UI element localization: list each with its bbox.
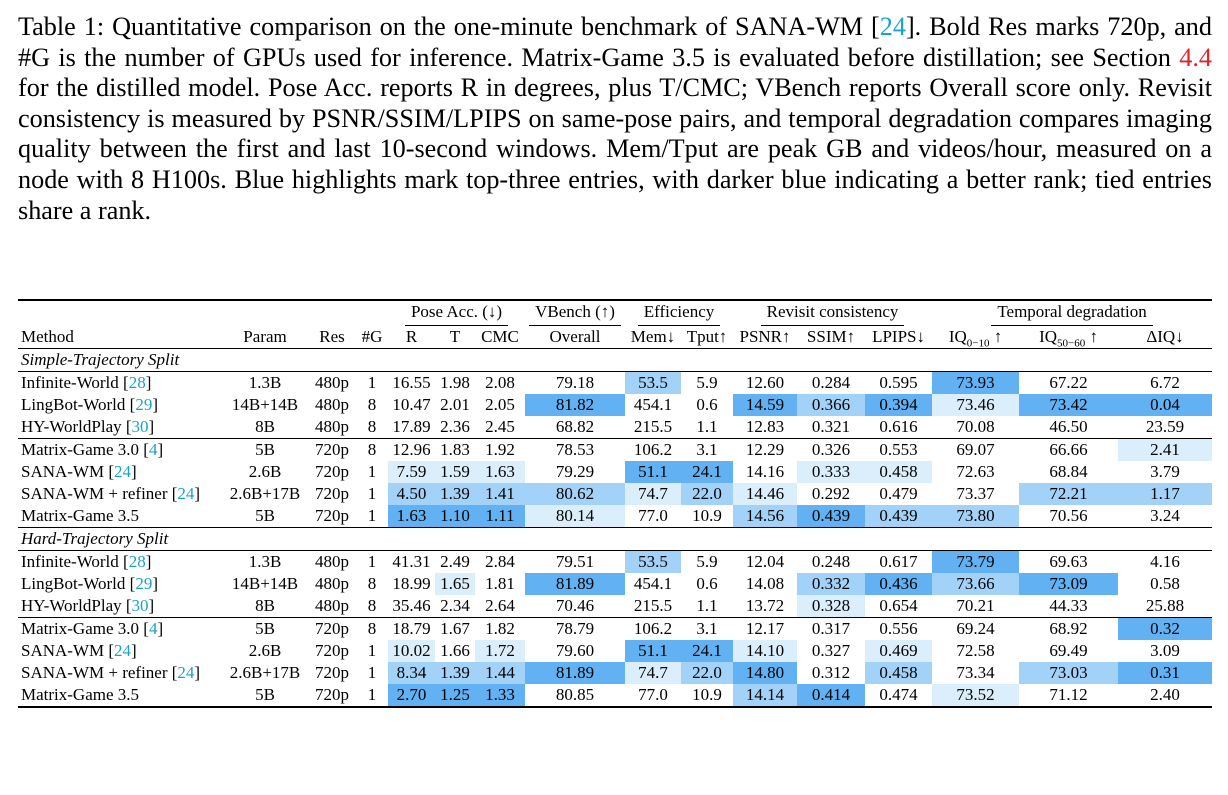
cell-param: 2.6B (248, 462, 282, 481)
cell-gpus: 8 (367, 417, 377, 436)
cell-iq-last: 73.03 (1019, 662, 1118, 684)
table-row (18, 595, 1212, 618)
method-name: LingBot-World [29] (21, 574, 158, 593)
cell-iq-first: 73.52 (932, 684, 1019, 707)
col-tput: Tput↑ (686, 327, 728, 346)
cell-cmc: 2.84 (475, 551, 525, 574)
cell-param: 8B (255, 417, 275, 436)
cell-r: 41.31 (388, 551, 435, 574)
cell-r: 12.96 (388, 439, 435, 462)
citation-link[interactable]: 4 (148, 619, 158, 638)
cell-lpips: 0.479 (879, 484, 918, 503)
table-row (18, 505, 1212, 528)
cell-tput: 0.6 (696, 574, 718, 593)
cell-delta-iq: 3.09 (1150, 641, 1180, 660)
cell-lpips: 0.553 (865, 439, 932, 462)
table-row (18, 394, 1212, 416)
cell-delta-iq: 2.40 (1118, 684, 1212, 707)
col-mem: Mem↓ (630, 327, 676, 346)
cell-tput: 22.0 (681, 483, 733, 505)
cell-iq-last: 46.50 (1049, 417, 1088, 436)
cell-res: 480p (315, 574, 349, 593)
cell-tput: 24.1 (681, 640, 733, 662)
citation-link[interactable]: 24 (879, 12, 906, 41)
cell-overall: 79.18 (525, 372, 625, 395)
cell-delta-iq: 25.88 (1145, 596, 1185, 615)
cell-iq-first: 73.66 (932, 573, 1019, 595)
cell-mem: 74.7 (625, 662, 681, 684)
cell-t: 2.01 (440, 395, 470, 414)
method-name: Matrix-Game 3.5 (21, 506, 140, 525)
cell-iq-first: 73.93 (932, 372, 1019, 395)
method-name: HY-WorldPlay [30] (21, 417, 155, 436)
cell-iq-first: 70.08 (956, 417, 995, 436)
cell-delta-iq: 6.72 (1118, 372, 1212, 395)
col-lpips: LPIPS↓ (872, 327, 925, 346)
cell-iq-first: 69.07 (932, 439, 1019, 462)
cell-param: 14B+14B (231, 395, 299, 414)
cell-iq-last: 68.84 (1049, 462, 1088, 481)
cell-ssim: 0.326 (797, 439, 865, 462)
cell-r: 17.89 (392, 417, 431, 436)
cell-t: 1.66 (440, 641, 470, 660)
table-row (18, 461, 1212, 483)
cell-gpus: 1 (367, 484, 377, 503)
cell-r: 35.46 (392, 596, 431, 615)
cell-res: 480p (308, 551, 356, 574)
citation-link[interactable]: 30 (131, 596, 149, 615)
cell-r: 10.47 (392, 395, 431, 414)
table-row (18, 573, 1212, 595)
cell-psnr: 12.29 (733, 439, 797, 462)
cell-ssim: 0.284 (797, 372, 865, 395)
citation-link[interactable]: 24 (114, 462, 132, 481)
cell-cmc: 1.72 (475, 640, 525, 662)
column-header-row (18, 326, 1212, 349)
cell-psnr: 12.17 (733, 618, 797, 641)
method-name: SANA-WM [24] (21, 641, 137, 660)
cell-r: 8.34 (388, 662, 435, 684)
cell-gpus: 8 (356, 439, 388, 462)
cell-res: 720p (315, 663, 349, 682)
cell-ssim: 0.332 (797, 573, 865, 595)
cell-ssim: 0.321 (811, 417, 851, 436)
cell-res: 480p (315, 417, 349, 436)
cell-r: 2.70 (388, 684, 435, 707)
cell-mem: 106.2 (625, 618, 681, 641)
cell-ssim: 0.312 (811, 663, 851, 682)
cell-overall: 68.82 (555, 417, 595, 436)
table-row (18, 662, 1212, 684)
cell-delta-iq: 3.79 (1150, 462, 1180, 481)
cell-res: 720p (308, 439, 356, 462)
cell-iq-first: 73.34 (956, 663, 995, 682)
cell-t: 1.83 (435, 439, 475, 462)
cell-delta-iq: 23.59 (1145, 417, 1185, 436)
group-revisit: Revisit consistency (761, 301, 905, 326)
cell-iq-first: 73.79 (932, 551, 1019, 574)
cell-gpus: 1 (356, 372, 388, 395)
group-pose-acc: Pose Acc. (↓) (405, 301, 508, 326)
cell-res: 720p (315, 484, 349, 503)
cell-gpus: 1 (367, 506, 377, 525)
cell-cmc: 1.92 (475, 439, 525, 462)
cell-iq-last: 44.33 (1049, 596, 1088, 615)
cell-ssim: 0.327 (811, 641, 851, 660)
cell-cmc: 2.05 (485, 395, 515, 414)
cell-overall: 81.89 (525, 573, 625, 595)
cell-lpips: 0.474 (865, 684, 932, 707)
cell-param: 2.6B+17B (229, 484, 301, 503)
cell-tput: 5.9 (681, 372, 733, 395)
split-header-row (18, 528, 1212, 551)
method-name: Matrix-Game 3.0 [4] (18, 439, 222, 462)
group-temporal: Temporal degradation (991, 301, 1152, 326)
cell-cmc: 1.63 (475, 461, 525, 483)
table-row (18, 439, 1212, 462)
col-param: Param (243, 327, 287, 346)
cell-delta-iq: 0.58 (1150, 574, 1180, 593)
col-iq-first: $IQ_{0-10}$ ↑ (948, 327, 1003, 350)
method-name: Infinite-World [28] (18, 551, 222, 574)
cell-overall: 70.46 (555, 596, 595, 615)
citation-link[interactable]: 29 (135, 574, 153, 593)
cell-iq-last: 69.49 (1049, 641, 1088, 660)
cell-psnr: 14.16 (745, 462, 785, 481)
caption-text: for the distilled model. Pose Acc. reports R in degrees, plus T/CMC; VBench reports Overall score only. Revisit consistency is measured by PSNR/SSIM/LPIPS on same-pose pairs, and temporal degradation compares imaging quality between the first and last 10-second windows. Mem/Tput are peak GB and videos/hour, measured on a node with 8 H100s. Blue highlights mark top-three entries, with darker blue indicating a better rank; tied entries share a rank. (18, 73, 1212, 225)
cell-lpips: 0.469 (865, 640, 932, 662)
citation-link[interactable]: 29 (135, 395, 153, 414)
cell-overall: 81.82 (525, 394, 625, 416)
cell-psnr: 12.60 (733, 372, 797, 395)
cell-iq-first: 72.63 (956, 462, 995, 481)
cell-cmc: 1.82 (475, 618, 525, 641)
cell-iq-last: 69.63 (1019, 551, 1118, 574)
cell-iq-first: 72.58 (956, 641, 995, 660)
group-vbench: VBench (↑) (529, 301, 621, 326)
cell-tput: 3.1 (681, 618, 733, 641)
cell-r: 1.63 (388, 505, 435, 528)
cell-res: 720p (315, 462, 349, 481)
cell-res: 480p (308, 372, 356, 395)
citation-link[interactable]: 4 (148, 440, 158, 459)
cell-iq-last: 68.92 (1019, 618, 1118, 641)
method-name: Matrix-Game 3.5 (18, 684, 222, 707)
cell-lpips: 0.556 (865, 618, 932, 641)
cell-gpus: 1 (367, 462, 377, 481)
cell-res: 480p (315, 596, 349, 615)
cell-delta-iq: 1.17 (1118, 483, 1212, 505)
citation-link[interactable]: 28 (128, 552, 146, 571)
cell-tput: 24.1 (681, 461, 733, 483)
cell-iq-last: 66.66 (1019, 439, 1118, 462)
cell-cmc: 1.44 (475, 662, 525, 684)
cell-psnr: 14.08 (745, 574, 785, 593)
cell-res: 720p (308, 684, 356, 707)
cell-t: 1.10 (435, 505, 475, 528)
cell-r: 7.59 (388, 461, 435, 483)
cell-tput: 3.1 (681, 439, 733, 462)
cell-iq-first: 70.21 (956, 596, 995, 615)
cell-lpips: 0.458 (865, 461, 932, 483)
cell-res: 720p (315, 506, 349, 525)
cell-psnr: 14.46 (733, 483, 797, 505)
cell-iq-last: 71.12 (1019, 684, 1118, 707)
cell-gpus: 1 (356, 684, 388, 707)
cell-ssim: 0.414 (797, 684, 865, 707)
cell-gpus: 8 (367, 395, 377, 414)
split-label: Hard-Trajectory Split (18, 528, 1212, 551)
col-gpus: #G (361, 327, 383, 346)
cell-cmc: 2.45 (485, 417, 515, 436)
citation-link[interactable]: 24 (114, 641, 132, 660)
caption-text: Table 1: Quantitative comparison on the one-minute benchmark of SANA-WM [ (18, 12, 880, 41)
table-row (18, 416, 1212, 439)
cell-tput: 22.0 (681, 662, 733, 684)
table-row (18, 684, 1212, 707)
cell-psnr: 14.80 (733, 662, 797, 684)
cell-gpus: 8 (356, 618, 388, 641)
cell-overall: 79.51 (525, 551, 625, 574)
cell-gpus: 1 (367, 641, 377, 660)
cell-param: 14B+14B (231, 574, 299, 593)
cell-tput: 1.1 (696, 596, 718, 615)
cell-gpus: 1 (367, 663, 377, 682)
cell-cmc: 1.81 (485, 574, 515, 593)
group-header-row (18, 300, 1212, 326)
cell-mem: 454.1 (633, 574, 673, 593)
cell-cmc: 2.64 (485, 596, 515, 615)
cell-mem: 53.5 (625, 551, 681, 574)
table-row (18, 640, 1212, 662)
cell-r: 16.55 (388, 372, 435, 395)
cell-iq-last: 73.42 (1019, 394, 1118, 416)
method-name: HY-WorldPlay [30] (21, 596, 155, 615)
group-efficiency: Efficiency (638, 301, 720, 326)
cell-t: 1.65 (435, 573, 475, 595)
cell-tput: 1.1 (696, 417, 718, 436)
cell-tput: 5.9 (681, 551, 733, 574)
results-table (18, 299, 1212, 708)
cell-overall: 79.29 (555, 462, 595, 481)
cell-cmc: 2.08 (475, 372, 525, 395)
cell-param: 1.3B (222, 372, 308, 395)
table-caption (18, 12, 1212, 226)
cell-delta-iq: 2.41 (1118, 439, 1212, 462)
table-row (18, 618, 1212, 641)
col-t: T (449, 327, 461, 346)
cell-mem: 77.0 (638, 506, 668, 525)
split-header-row (18, 349, 1212, 372)
cell-tput: 10.9 (692, 506, 722, 525)
split-label: Simple-Trajectory Split (18, 349, 1212, 372)
cell-lpips: 0.654 (879, 596, 918, 615)
cell-cmc: 1.33 (475, 684, 525, 707)
table-row (18, 483, 1212, 505)
cell-t: 2.36 (440, 417, 470, 436)
cell-iq-last: 72.21 (1019, 483, 1118, 505)
cell-r: 18.99 (392, 574, 431, 593)
cell-mem: 51.1 (625, 640, 681, 662)
cell-ssim: 0.366 (797, 394, 865, 416)
cell-gpus: 8 (367, 574, 377, 593)
cell-psnr: 14.59 (733, 394, 797, 416)
cell-psnr: 14.56 (733, 505, 797, 528)
cell-t: 1.59 (435, 461, 475, 483)
col-res: Res (319, 327, 345, 346)
method-name: SANA-WM + refiner [24] (21, 663, 201, 682)
cell-tput: 0.6 (696, 395, 718, 414)
cell-delta-iq: 0.32 (1118, 618, 1212, 641)
cell-cmc: 1.11 (475, 505, 525, 528)
cell-ssim: 0.317 (797, 618, 865, 641)
cell-psnr: 14.14 (733, 684, 797, 707)
caption-text: ]. Bold Res marks 720p, and #G is the number of GPUs used for inference. Matrix-Game 3.5 is evaluated before distillation; see Section (18, 12, 1212, 72)
cell-t: 2.34 (440, 596, 470, 615)
cell-lpips: 0.439 (865, 505, 932, 528)
cell-ssim: 0.328 (797, 595, 865, 618)
cell-t: 1.98 (435, 372, 475, 395)
table-row (18, 551, 1212, 574)
cell-param: 2.6B (248, 641, 282, 660)
table-row (18, 372, 1212, 395)
cell-param: 5B (255, 506, 275, 525)
col-psnr: PSNR↑ (739, 327, 791, 346)
cell-t: 1.67 (435, 618, 475, 641)
cell-iq-first: 73.46 (932, 394, 1019, 416)
cell-iq-last: 73.09 (1019, 573, 1118, 595)
method-name: SANA-WM [24] (21, 462, 137, 481)
cell-param: 5B (222, 618, 308, 641)
cell-lpips: 0.617 (865, 551, 932, 574)
col-iq-last: $IQ_{50-60}$ ↑ (1039, 327, 1098, 350)
cell-ssim: 0.439 (797, 505, 865, 528)
cell-lpips: 0.394 (865, 394, 932, 416)
cell-mem: 215.5 (633, 417, 673, 436)
col-method: Method (21, 327, 74, 346)
cell-ssim: 0.292 (811, 484, 851, 503)
cell-t: 2.49 (435, 551, 475, 574)
cell-lpips: 0.458 (865, 662, 932, 684)
cell-psnr: 12.83 (745, 417, 785, 436)
cell-mem: 74.7 (625, 483, 681, 505)
cell-iq-first: 69.24 (932, 618, 1019, 641)
cell-overall: 78.53 (525, 439, 625, 462)
cell-psnr: 14.10 (733, 640, 797, 662)
cell-cmc: 1.41 (475, 483, 525, 505)
col-cmc: CMC (481, 327, 519, 346)
cell-mem: 454.1 (633, 395, 673, 414)
cell-overall: 80.85 (525, 684, 625, 707)
cell-gpus: 1 (356, 551, 388, 574)
cell-overall: 78.79 (525, 618, 625, 641)
cell-mem: 53.5 (625, 372, 681, 395)
cell-mem: 215.5 (633, 596, 673, 615)
cell-gpus: 8 (367, 596, 377, 615)
cell-param: 8B (255, 596, 275, 615)
section-link[interactable]: 4.4 (1179, 42, 1212, 72)
cell-ssim: 0.333 (797, 461, 865, 483)
cell-delta-iq: 4.16 (1118, 551, 1212, 574)
method-name: Matrix-Game 3.0 [4] (18, 618, 222, 641)
cell-overall: 80.14 (525, 505, 625, 528)
cell-iq-last: 70.56 (1049, 506, 1088, 525)
cell-param: 5B (222, 684, 308, 707)
cell-res: 720p (315, 641, 349, 660)
cell-delta-iq: 3.24 (1150, 506, 1180, 525)
cell-lpips: 0.436 (865, 573, 932, 595)
cell-res: 720p (308, 618, 356, 641)
cell-psnr: 13.72 (745, 596, 785, 615)
cell-mem: 51.1 (625, 461, 681, 483)
method-name: SANA-WM + refiner [24] (21, 484, 201, 503)
citation-link[interactable]: 24 (177, 484, 195, 503)
citation-link[interactable]: 24 (177, 663, 195, 682)
cell-delta-iq: 0.04 (1118, 394, 1212, 416)
cell-delta-iq: 0.31 (1118, 662, 1212, 684)
cell-lpips: 0.616 (879, 417, 918, 436)
method-name: LingBot-World [29] (21, 395, 158, 414)
cell-t: 1.39 (435, 662, 475, 684)
cell-overall: 81.89 (525, 662, 625, 684)
citation-link[interactable]: 30 (131, 417, 149, 436)
cell-iq-first: 73.80 (932, 505, 1019, 528)
cell-param: 2.6B+17B (229, 663, 301, 682)
col-overall: Overall (549, 327, 601, 346)
method-name: Infinite-World [28] (18, 372, 222, 395)
cell-r: 4.50 (388, 483, 435, 505)
cell-t: 1.39 (435, 483, 475, 505)
cell-param: 5B (222, 439, 308, 462)
cell-r: 10.02 (388, 640, 435, 662)
cell-overall: 80.62 (525, 483, 625, 505)
cell-psnr: 12.04 (733, 551, 797, 574)
cell-ssim: 0.248 (797, 551, 865, 574)
cell-overall: 79.60 (555, 641, 595, 660)
cell-t: 1.25 (435, 684, 475, 707)
citation-link[interactable]: 28 (128, 373, 146, 392)
cell-lpips: 0.595 (865, 372, 932, 395)
cell-iq-first: 73.37 (956, 484, 995, 503)
cell-mem: 77.0 (625, 684, 681, 707)
cell-mem: 106.2 (625, 439, 681, 462)
cell-tput: 10.9 (681, 684, 733, 707)
cell-r: 18.79 (388, 618, 435, 641)
col-ssim: SSIM↑ (806, 327, 856, 346)
cell-iq-last: 67.22 (1019, 372, 1118, 395)
cell-res: 480p (315, 395, 349, 414)
col-r: R (405, 327, 418, 346)
cell-param: 1.3B (222, 551, 308, 574)
col-delta-iq: ΔIQ↓ (1146, 327, 1184, 346)
